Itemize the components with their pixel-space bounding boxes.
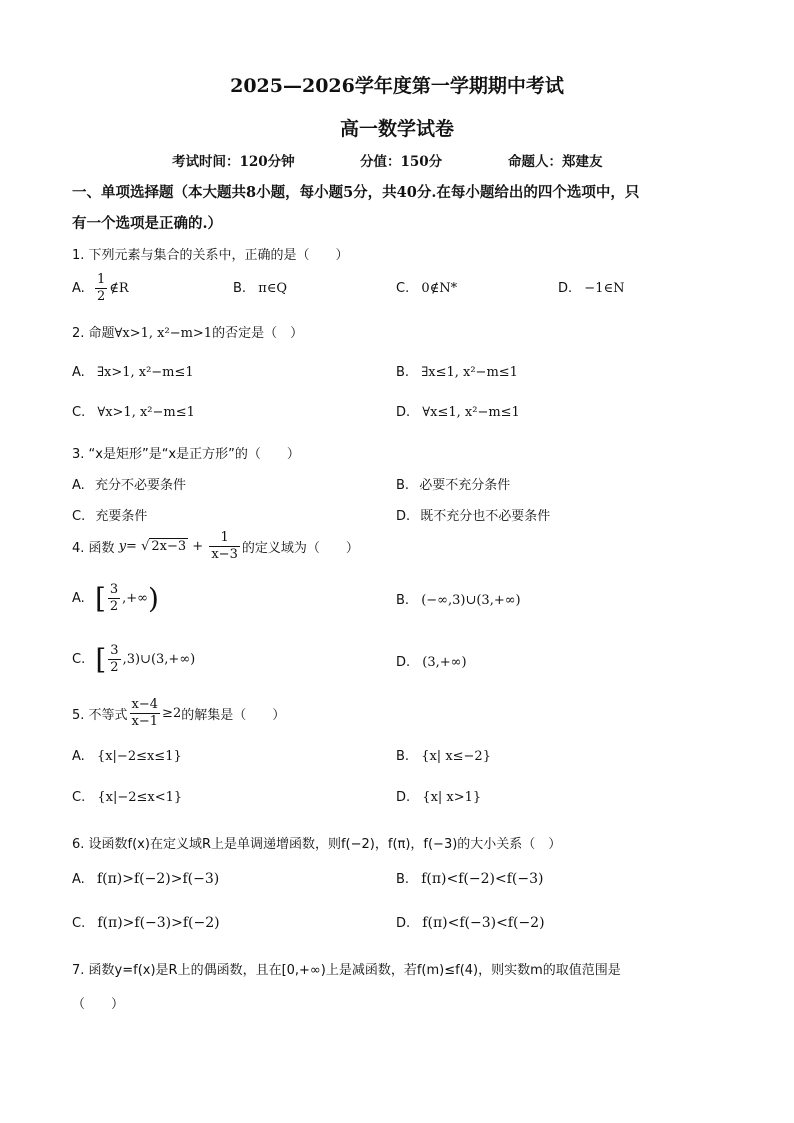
q1-a-fraction bbox=[95, 272, 107, 305]
option-label: C. bbox=[72, 405, 86, 420]
question-1-stem: 1. 下列元素与集合的关系中，正确的是（ ） bbox=[72, 248, 349, 263]
q6-option-d bbox=[396, 915, 545, 931]
q5-ge: ≥2 bbox=[162, 706, 182, 721]
q6-b-text: f(π)<f(−2)<f(−3) bbox=[421, 871, 544, 887]
q2-option-c bbox=[72, 405, 195, 420]
question-3-stem: 3. “x是矩形”是“x是正方形”的（ ） bbox=[72, 447, 300, 462]
option-label: B. bbox=[396, 365, 410, 380]
option-label: B. bbox=[233, 281, 247, 296]
q1-a-numerator: 1 bbox=[96, 272, 106, 287]
q6-option-a bbox=[72, 871, 219, 887]
q4-a-left-bracket: [ bbox=[94, 582, 106, 615]
exam-title: 2025—2026学年度第一学期期中考试 bbox=[230, 75, 564, 97]
question-6-stem: 6. 设函数f(x)在定义域R上是单调递增函数，则f(−2)，f(π)，f(−3)的大小关系（ ） bbox=[72, 837, 562, 852]
q4-a-numerator: 3 bbox=[109, 582, 119, 597]
q5-a-text: {x|−2≤x≤1} bbox=[96, 749, 182, 764]
q6-d-text: f(π)<f(−3)<f(−2) bbox=[422, 915, 545, 931]
q3-a-text: 充分不必要条件 bbox=[94, 478, 186, 493]
question-2-stem bbox=[72, 322, 303, 341]
question-7-stem: 7. 函数y=f(x)是R上的偶函数，且在[0,+∞)上是减函数，若f(m)≤f(4)，则实数m的取值范围是 bbox=[72, 963, 621, 978]
q2-d-text: ∀x≤1, x²−m≤1 bbox=[422, 405, 520, 420]
q4-c-tail: ,3)∪(3,+∞) bbox=[122, 652, 196, 667]
q4-a-right-paren: ) bbox=[148, 582, 159, 615]
q4-y: y= bbox=[118, 539, 137, 554]
q5-stem-pre: 5. 不等式 bbox=[72, 708, 128, 723]
q4-c-left-bracket: [ bbox=[95, 643, 107, 676]
option-label: D. bbox=[558, 281, 573, 296]
q4-numerator: 1 bbox=[209, 530, 240, 547]
q4-sqrt-body: 2x−3 bbox=[151, 539, 187, 554]
option-label: D. bbox=[396, 405, 411, 420]
option-label: B. bbox=[396, 478, 410, 493]
q4-b-text: (−∞,3)∪(3,+∞) bbox=[421, 593, 521, 608]
q6-c-text: f(π)>f(−3)>f(−2) bbox=[97, 915, 220, 931]
option-label: C. bbox=[72, 509, 86, 524]
q1-c-text: 0∉N* bbox=[421, 281, 458, 296]
q2-stem-math: ∀x>1, x²−m>1 bbox=[114, 326, 213, 341]
q5-denominator: x−1 bbox=[131, 714, 159, 729]
q2-option-d bbox=[396, 405, 520, 420]
q4-a-denominator: 2 bbox=[109, 599, 119, 614]
option-label: A. bbox=[72, 478, 85, 493]
q4-option-d bbox=[396, 655, 467, 670]
q5-fraction bbox=[130, 697, 161, 730]
q5-c-text: {x|−2≤x<1} bbox=[97, 790, 183, 805]
option-label: D. bbox=[396, 655, 411, 670]
q4-c-numerator: 3 bbox=[110, 643, 119, 658]
q4-fraction bbox=[209, 530, 240, 563]
q3-b-text: 必要不充分条件 bbox=[419, 478, 511, 493]
q6-a-text: f(π)>f(−2)>f(−3) bbox=[96, 871, 220, 887]
option-label: A. bbox=[72, 872, 85, 887]
q2-c-text: ∀x>1, x²−m≤1 bbox=[97, 405, 195, 420]
option-label: B. bbox=[396, 872, 410, 887]
question-5-stem bbox=[72, 697, 285, 730]
q5-stem-post: 的解集是（ ） bbox=[181, 708, 286, 723]
q2-stem-post: 的否定是（ ） bbox=[212, 326, 304, 341]
q3-c-text: 充要条件 bbox=[95, 509, 148, 524]
q6-option-c bbox=[72, 915, 220, 931]
q5-option-c bbox=[72, 790, 182, 805]
q5-option-d bbox=[396, 790, 481, 805]
q3-d-text: 既不充分也不必要条件 bbox=[420, 509, 551, 524]
q5-option-a bbox=[72, 749, 182, 764]
exam-score: 分值：150分 bbox=[360, 154, 443, 170]
q4-a-fraction bbox=[108, 582, 120, 615]
q2-b-text: ∃x≤1, x²−m≤1 bbox=[421, 365, 518, 380]
option-label: A. bbox=[72, 591, 85, 606]
option-label: C. bbox=[396, 281, 410, 296]
q1-option-a bbox=[72, 272, 129, 305]
q4-denominator: x−3 bbox=[211, 547, 238, 562]
option-label: A. bbox=[72, 749, 85, 764]
option-label: A. bbox=[72, 281, 85, 296]
option-label: B. bbox=[396, 749, 410, 764]
q2-option-b bbox=[396, 365, 518, 380]
question-7-stem-line2: （ ） bbox=[72, 997, 125, 1012]
q4-a-tail: ,+∞ bbox=[122, 591, 149, 606]
option-label: C. bbox=[72, 790, 86, 805]
q4-option-b bbox=[396, 593, 521, 608]
option-label: C. bbox=[72, 652, 86, 667]
q4-c-denominator: 2 bbox=[110, 660, 119, 675]
section-heading-line2: 有一个选项是正确的.） bbox=[72, 215, 223, 232]
section-heading-line1: 一、单项选择题（本大题共8小题，每小题5分，共40分.在每小题给出的四个选项中，只 bbox=[72, 184, 640, 201]
question-4-stem bbox=[72, 530, 359, 563]
q5-numerator: x−4 bbox=[131, 697, 159, 712]
q3-option-c bbox=[72, 505, 147, 524]
q4-stem-pre: 4. 函数 bbox=[72, 541, 115, 556]
q2-stem-pre: 2. 命题 bbox=[72, 326, 115, 341]
q3-option-a bbox=[72, 474, 186, 493]
q1-a-text: ∉R bbox=[109, 281, 129, 296]
option-label: D. bbox=[396, 916, 411, 931]
q1-d-text: −1∈N bbox=[584, 281, 625, 296]
q2-a-text: ∃x>1, x²−m≤1 bbox=[96, 365, 194, 380]
q2-option-a bbox=[72, 365, 194, 380]
q4-option-c bbox=[72, 643, 195, 676]
option-label: D. bbox=[396, 509, 411, 524]
q4-d-text: (3,+∞) bbox=[422, 655, 467, 670]
option-label: C. bbox=[72, 916, 86, 931]
q1-option-b bbox=[233, 281, 287, 296]
q4-plus: + bbox=[192, 539, 204, 554]
option-label: A. bbox=[72, 365, 85, 380]
q3-option-b bbox=[396, 474, 510, 493]
q5-d-text: {x| x>1} bbox=[422, 790, 482, 805]
q4-sqrt-symbol: √ bbox=[141, 539, 150, 554]
q1-b-text: π∈Q bbox=[258, 281, 288, 296]
q6-option-b bbox=[396, 871, 543, 887]
exam-time: 考试时间：120分钟 bbox=[172, 154, 295, 170]
q1-a-denominator: 2 bbox=[96, 289, 106, 304]
q5-option-b bbox=[396, 749, 491, 764]
q4-option-a bbox=[72, 582, 159, 615]
option-label: B. bbox=[396, 593, 410, 608]
q1-option-c bbox=[396, 281, 457, 296]
exam-subtitle: 高一数学试卷 bbox=[339, 118, 454, 140]
exam-author: 命题人：郑建友 bbox=[508, 154, 603, 170]
q1-option-d bbox=[558, 281, 624, 296]
option-label: D. bbox=[396, 790, 411, 805]
q4-c-fraction bbox=[108, 643, 120, 676]
q3-option-d bbox=[396, 505, 550, 524]
q5-b-text: {x| x≤−2} bbox=[421, 749, 491, 764]
q4-stem-post: 的定义域为（ ） bbox=[241, 541, 359, 556]
